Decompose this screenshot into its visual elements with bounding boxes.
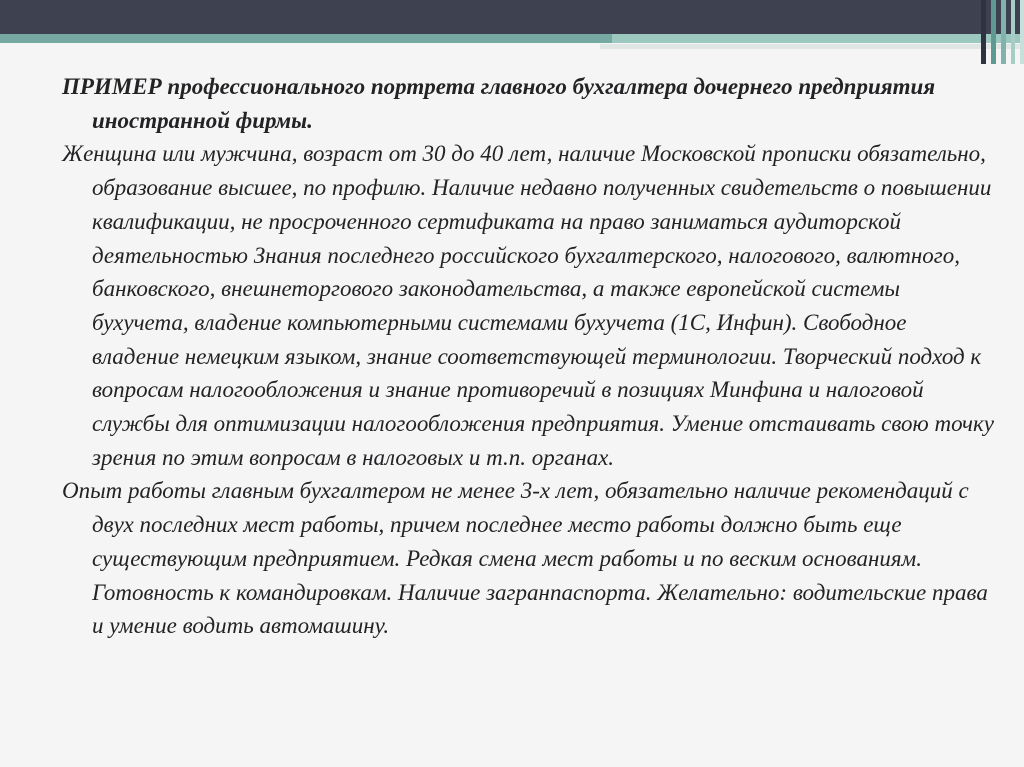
slide-heading: ПРИМЕР профессионального портрета главного бухгалтера дочернего предприятия иностранной фирмы. (62, 74, 936, 133)
vertical-bar (1011, 0, 1015, 64)
accent-stripe-light (612, 34, 1024, 43)
vertical-bar (1020, 0, 1024, 64)
vertical-bar (981, 0, 986, 64)
requirements-paragraph: Женщина или мужчина, возраст от 30 до 40 лет, наличие Московской прописки обязательно, образование высшее, по профилю. Наличие недавно полученных свидетельств о повышении квалификации, не просроченного сертификата на право заниматься аудиторской деятельностью Знания последнего российского бухгалтерского, налогового, валютного, банковского, внешнеторгового законодательства, а также европейской системы бухучета, владение компьютерными системами бухучета (1С, Инфин). Свободное владение немецким языком, знание соответствующей терминологии. Творческий подход к вопросам налогообложения и знание противоречий в позициях Минфина и налоговой службы для оптимизации налогообложения предприятия. Умение отстаивать свою точку зрения по этим вопросам в налоговых и т.п. органах. (62, 141, 994, 470)
experience-paragraph: Опыт работы главным бухгалтером не менее 3-х лет, обязательно наличие рекомендаций с двух последних мест работы, причем последнее место работы должно быть еще существующим предприятием. Редкая смена мест работы и по веским основаниям. Готовность к командировкам. Наличие загранпаспорта. Желательно: водительские права и умение водить автомашину. (62, 478, 988, 639)
vertical-bar (1001, 0, 1006, 64)
slide-body (62, 70, 997, 643)
accent-stripe-pale (600, 44, 1024, 49)
slide-header-band (0, 0, 1024, 34)
decorative-vertical-bars (981, 0, 1024, 64)
vertical-bar (991, 0, 996, 64)
